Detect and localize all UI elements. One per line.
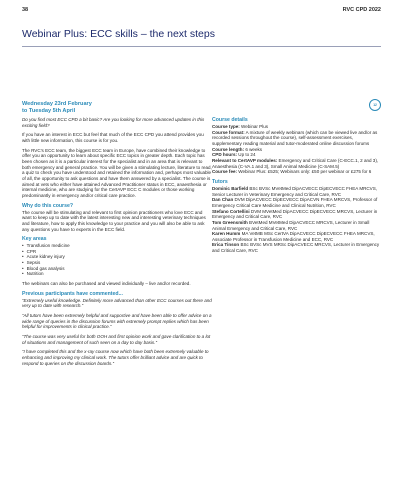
detail-label: Course length: <box>212 146 245 152</box>
course-detail-fee <box>212 169 382 175</box>
key-area-item: • Nutrition <box>22 271 212 277</box>
tutor-name: Erica Tinson <box>212 242 240 248</box>
tutor-entry <box>212 186 382 197</box>
testimonial-quote: “All tutors have been extremely helpful and supportive and have been able to offer advice on a wide range of queries in the discussion forums with extremely prompt replies which has been helpful for improvements in clinical practice.” <box>22 313 212 330</box>
detail-value: A mixture of weekly webinars (which can be viewed live and/or as recorded sessions throughout the course), self-assessment exercises, supplementary reading material and tutor-moderated online discussion forums <box>212 129 378 146</box>
key-area-item: • Acute kidney injury <box>22 254 212 260</box>
testimonial-quote: “Extremely useful knowledge. Definitely more advanced than other ECC courses out there and very up to date with research.” <box>22 297 212 309</box>
intro-paragraph-1: If you have an interest in ECC but feel that much of the ECC CPD you attend provides you with little new information, this course is for you. <box>22 132 204 143</box>
testimonial-quote: “I have completed this and the x-ray course now which have both been extremely valuable to enhancing and improving my clinical work. The tutors offer brilliant advice and are quick to respond to queries on the discussion boards.” <box>22 349 209 366</box>
right-column <box>212 117 382 254</box>
tutor-bio: DVM MVetMed DipACVECC DipECVECC MRCVS, Lecturer in Emergency and Critical Care, RVC <box>212 208 378 220</box>
testimonial-quote: “The course was very useful for both OOH and first opinion work and gave clarification to a lot of situations and management of such seen on a day to day basis.” <box>22 334 211 345</box>
webinars-note: The webinars can also be purchased and viewed individually – live and/or recorded. <box>22 281 191 287</box>
tutor-entry <box>212 209 382 220</box>
course-dates <box>22 101 92 116</box>
tutor-entry <box>212 231 382 242</box>
tutor-entry <box>212 220 382 231</box>
date-line-start: Wednesday 23rd February <box>22 101 92 107</box>
running-head: RVC CPD 2022 <box>342 7 381 13</box>
detail-value: Emergency and Critical Care (C-ECC.1, 2 and 3), Anaesthesia (C-VA.1 and 3), Small Animal Medicine (C-SAM.5) <box>212 157 379 169</box>
detail-value: Webinar Plus <box>239 124 269 129</box>
key-area-item: • CPR <box>22 249 212 255</box>
tutor-bio: BVetMed MVetMed DipACVECC MRCVS, Lecturer in Small Animal Emergency and Critical Care, RVC <box>212 219 370 231</box>
tutor-bio: DVM DipACVECC DipECVECC DipACVN FHEA MRCVS, Professor of Emergency Critical Care Medicine and Clinical Nutrition, RVC <box>212 197 378 208</box>
cpd-hours-badge-icon: 12 <box>369 99 381 111</box>
left-column <box>22 117 212 370</box>
tutor-bio: MA VetMB MSc CertVA DipACVECC DipECVECC FHEA MRCVS, Associate Professor in Transfusion Medicine and ECC, RVC <box>212 231 375 242</box>
page-title: Webinar Plus: ECC skills – the next steps <box>22 28 215 40</box>
why-heading: Why do this course? <box>22 202 74 209</box>
intro-paragraph-2: The RVC’s ECC team, the biggest ECC team in Europe, have combined their knowledge to offer you an opportunity to learn about specific ECC topics in greater depth. Each topic has been chosen as it is a particular interest for the specialist and in an area that is relevant to both emergency and general practice. You will be given a stimulating lecture, literature to read, a quiz to check you have understood and retained the information and, perhaps most valuable of all, the opportunity to ask questions and have them answered by a specialist. The course is aimed at vets who either have attained Advanced Practitioner status in ECC, anaesthesia or internal medicine, who are studying for the CertAVP ECC C modules or those working predominantly in emergency and/or critical care practice. <box>22 147 212 198</box>
key-area-item: • Blood gas analysis <box>22 266 212 272</box>
why-paragraph: The course will be stimulating and relevant to first opinion practitioners who love ECC and want to keep up to date with the latest interesting new and interesting veterinary techniques and literature, how to apply this knowledge to your practice and you will also be able to ask any questions you have to experts in the ECC field. <box>22 209 206 232</box>
intro-question: Do you find most ECC CPD a bit basic? Are you looking for more advanced updates in this exciting field? <box>22 117 205 128</box>
detail-label: CPD hours: <box>212 152 238 158</box>
tutor-name: Dominic Barfield <box>212 185 249 191</box>
detail-value: Up to 24 <box>237 152 256 158</box>
course-details-heading: Course details <box>212 117 248 123</box>
tutor-entry <box>212 197 382 208</box>
detail-label: Course format: <box>212 129 245 135</box>
detail-label: Course type: <box>212 124 240 129</box>
tutor-name: Stefano Cortellini <box>212 208 250 214</box>
title-divider <box>22 46 381 47</box>
testimonials-heading: Previous participants have commented... <box>22 290 123 297</box>
date-line-end: to Tuesday 5th April <box>22 108 76 115</box>
tutor-name: Dan Chan <box>212 197 234 203</box>
tutor-bio: BSc BVSc MVS MRSc DipACVECC MRCVS, Lecturer in Emergency and Critical Care, RVC <box>212 242 380 254</box>
detail-label: Course fee: <box>212 169 238 175</box>
tutor-bio: BSc BVSc MVetMed DipACVECC DipECVECC FHEA MRCVS, Senior Lecturer in Veterinary Emergency and Critical Care, RVC <box>212 185 378 197</box>
detail-value: Webinar Plus: £525; Webinars only: £50 per webinar or £275 for 6 <box>237 169 372 175</box>
key-areas-list <box>22 243 212 277</box>
tutor-entry <box>212 242 382 253</box>
tutor-name: Karen Humm <box>212 231 241 237</box>
key-areas-heading: Key areas <box>22 236 47 243</box>
detail-value: 6 weeks <box>244 146 263 152</box>
tutors-heading: Tutors <box>212 178 228 185</box>
tutor-name: Tom Greensmith <box>212 219 248 225</box>
detail-label: Relevant to CertAVP modules: <box>212 157 278 163</box>
course-detail-format <box>212 130 382 147</box>
key-area-item: • Transfusion medicine <box>22 243 212 249</box>
page-number: 38 <box>22 7 29 13</box>
course-detail-modules <box>212 158 382 169</box>
key-area-item: • Sepsis <box>22 260 212 266</box>
